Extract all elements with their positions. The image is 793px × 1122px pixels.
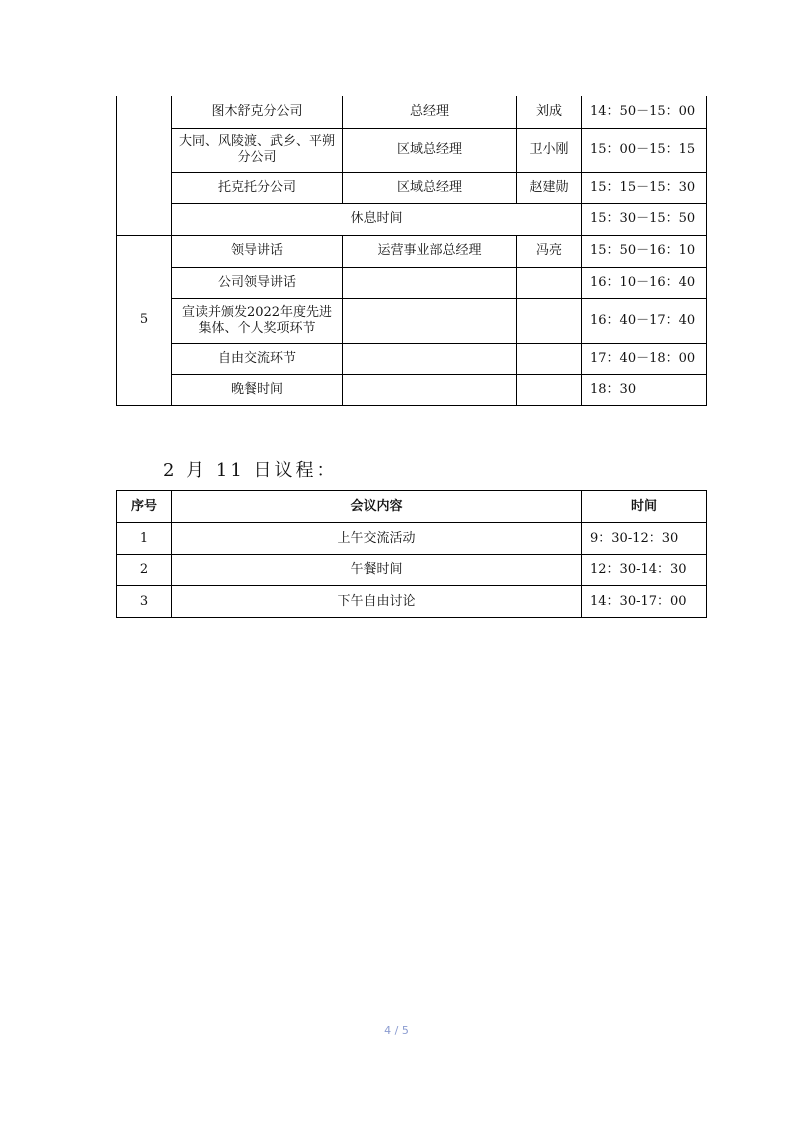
item-cell: 领导讲话	[172, 235, 343, 267]
table-row	[117, 172, 707, 203]
section-number-cell: 5	[117, 235, 172, 405]
time-cell: 9：30-12：30	[582, 523, 707, 555]
time-cell: 14：50－15：00	[582, 96, 707, 128]
name-cell	[517, 374, 582, 405]
time-cell: 14：30-17：00	[582, 586, 707, 618]
table-row	[117, 586, 707, 618]
item-cell: 晚餐时间	[172, 374, 343, 405]
time-cell: 16：10－16：40	[582, 267, 707, 298]
name-cell	[517, 298, 582, 343]
table-row	[117, 555, 707, 586]
name-cell	[517, 267, 582, 298]
name-cell: 刘成	[517, 96, 582, 128]
table-row	[117, 523, 707, 555]
role-cell	[343, 298, 517, 343]
table-row	[117, 267, 707, 298]
name-cell: 赵建勋	[517, 172, 582, 203]
table-row	[117, 235, 707, 267]
item-cell: 图木舒克分公司	[172, 96, 343, 128]
time-cell: 17：40－18：00	[582, 343, 707, 374]
header-row	[117, 491, 707, 523]
break-cell: 休息时间	[172, 203, 582, 235]
no-cell: 3	[117, 586, 172, 618]
page-number: 4 / 5	[384, 1024, 409, 1037]
item-cell: 托克托分公司	[172, 172, 343, 203]
table-row	[117, 374, 707, 405]
time-cell: 15：50－16：10	[582, 235, 707, 267]
no-cell: 1	[117, 523, 172, 555]
role-cell: 运营事业部总经理	[343, 235, 517, 267]
name-cell: 卫小刚	[517, 128, 582, 172]
time-cell: 16：40－17：40	[582, 298, 707, 343]
role-cell: 总经理	[343, 96, 517, 128]
time-cell: 15：15－15：30	[582, 172, 707, 203]
no-cell: 2	[117, 555, 172, 586]
role-cell: 区域总经理	[343, 172, 517, 203]
table-row	[117, 298, 707, 343]
time-cell: 18：30	[582, 374, 707, 405]
header-no: 序号	[117, 491, 172, 523]
schedule-table-continued	[116, 96, 707, 406]
role-cell	[343, 267, 517, 298]
header-content: 会议内容	[172, 491, 582, 523]
item-cell: 宣读并颁发2022年度先进集体、个人奖项环节	[172, 298, 343, 343]
header-time: 时间	[582, 491, 707, 523]
content-cell: 上午交流活动	[172, 523, 582, 555]
item-cell: 自由交流环节	[172, 343, 343, 374]
time-cell: 15：30－15：50	[582, 203, 707, 235]
name-cell: 冯亮	[517, 235, 582, 267]
table-row	[117, 343, 707, 374]
item-cell: 大同、风陵渡、武乡、平朔分公司	[172, 128, 343, 172]
content-cell: 午餐时间	[172, 555, 582, 586]
time-cell: 12：30-14：30	[582, 555, 707, 586]
content-cell: 下午自由讨论	[172, 586, 582, 618]
role-cell: 区域总经理	[343, 128, 517, 172]
table-row	[117, 128, 707, 172]
role-cell	[343, 343, 517, 374]
item-cell: 公司领导讲话	[172, 267, 343, 298]
agenda-table	[116, 490, 707, 618]
section-number-cell	[117, 96, 172, 235]
table-row	[117, 203, 707, 235]
agenda-title: 2 月 11 日议程：	[163, 460, 338, 481]
time-cell: 15：00－15：15	[582, 128, 707, 172]
table-row	[117, 96, 707, 128]
role-cell	[343, 374, 517, 405]
name-cell	[517, 343, 582, 374]
